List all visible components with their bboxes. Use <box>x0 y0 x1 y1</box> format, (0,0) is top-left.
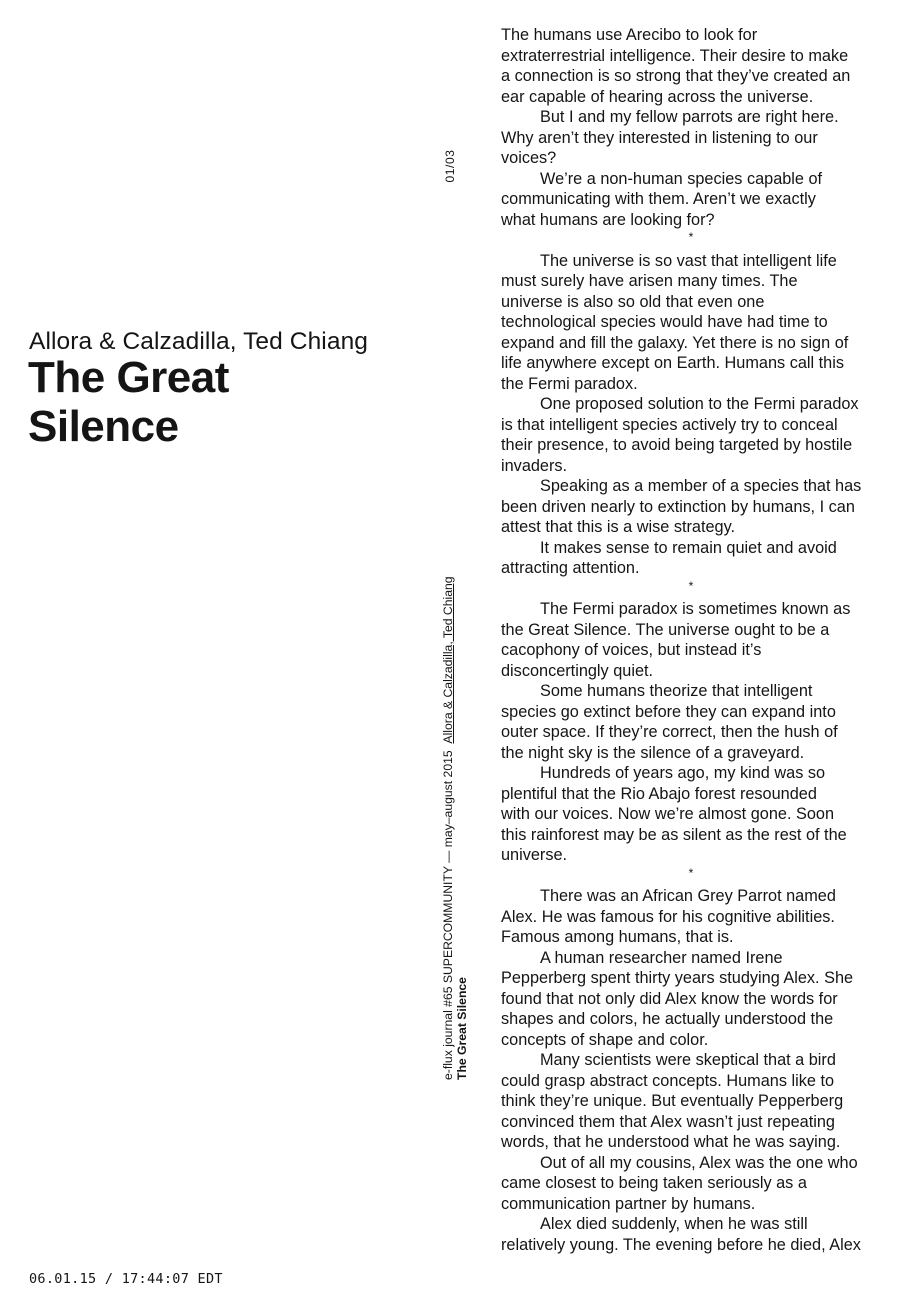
body-line: this rainforest may be as silent as the rest of the <box>501 825 847 844</box>
body-line: found that not only did Alex know the words for <box>501 989 838 1008</box>
body-paragraph <box>501 538 889 579</box>
body-line: Out of all my cousins, Alex was the one who <box>540 1153 858 1172</box>
article-title <box>28 353 229 451</box>
body-line: their presence, to avoid being targeted by hostile <box>501 436 853 454</box>
body-line: voices? <box>501 149 557 167</box>
body-paragraph <box>501 1214 889 1255</box>
body-line: Why aren’t they interested in listening to our <box>501 128 818 147</box>
body-line: expand and fill the galaxy. Yet there is no sign of <box>501 333 849 352</box>
body-line: One proposed solution to the Fermi paradox <box>540 395 859 413</box>
body-line: a connection is so strong that they’ve created an <box>501 67 851 85</box>
body-paragraph <box>501 169 889 231</box>
body-line: Hundreds of years ago, my kind was so <box>540 764 826 782</box>
body-line: concepts of shape and color. <box>501 1030 709 1049</box>
body-paragraph <box>501 1050 889 1153</box>
body-line: technological species would have had time to <box>501 313 828 331</box>
journal-issue: e-flux journal #65 SUPERCOMMUNITY — may–august 2015 <box>441 750 455 1080</box>
body-line: outer space. If they’re correct, then the hush of <box>501 723 838 741</box>
body-line: could grasp abstract concepts. Humans like to <box>501 1071 835 1090</box>
body-line: Speaking as a member of a species that has <box>540 477 862 495</box>
body-line: But I and my fellow parrots are right here. <box>540 108 839 126</box>
body-line: the Fermi paradox. <box>501 374 638 393</box>
body-line: It makes sense to remain quiet and avoid <box>540 538 837 557</box>
body-line: Pepperberg spent thirty years studying Alex. She <box>501 969 854 987</box>
body-line: There was an African Grey Parrot named <box>540 887 836 905</box>
article-title-line: Silence <box>28 402 179 451</box>
body-line: Alex. He was famous for his cognitive abilities. <box>501 907 835 926</box>
body-line: attest that this is a wise strategy. <box>501 518 736 536</box>
body-paragraph <box>501 948 889 1051</box>
article-title-line: The Great <box>28 353 229 402</box>
body-line: life anywhere except on Earth. Humans call this <box>501 354 844 372</box>
author-name: Allora & Calzadilla, Ted Chiang <box>29 328 369 355</box>
body-line: Alex died suddenly, when he was still <box>540 1215 808 1233</box>
body-paragraph <box>501 107 889 169</box>
body-line: universe. <box>501 846 568 864</box>
body-line: The universe is so vast that intelligent life <box>540 251 837 270</box>
body-line: communication partner by humans. <box>501 1194 756 1213</box>
body-paragraph <box>501 763 889 866</box>
body-line: words, that he understood what he was saying. <box>501 1133 841 1151</box>
body-line: is that intelligent species actively try to conceal <box>501 415 838 434</box>
body-line: attracting attention. <box>501 559 640 577</box>
running-header-line-1 <box>441 510 455 1080</box>
body-paragraph <box>501 599 889 681</box>
body-paragraph <box>501 886 889 948</box>
timestamp: 06.01.15 / 17:44:07 EDT <box>29 1271 223 1287</box>
body-paragraph <box>501 476 889 538</box>
body-line: convinced them that Alex wasn’t just repeating <box>501 1112 835 1131</box>
body-line: think they’re unique. But eventually Pepperberg <box>501 1092 844 1110</box>
body-line: cacophony of voices, but instead it’s <box>501 641 762 659</box>
running-header-authors: Allora & Calzadilla, Ted Chiang <box>441 576 455 744</box>
body-line: the night sky is the silence of a graveyard. <box>501 743 805 762</box>
body-line: disconcertingly quiet. <box>501 661 654 680</box>
body-line: ear capable of hearing across the universe. <box>501 87 814 106</box>
body-line: Some humans theorize that intelligent <box>540 682 813 700</box>
body-line: what humans are looking for? <box>501 210 715 229</box>
body-line: extraterrestrial intelligence. Their desire to make <box>501 46 849 65</box>
running-header <box>440 510 470 1080</box>
body-line: The humans use Arecibo to look for <box>501 26 758 44</box>
page-number <box>444 148 456 184</box>
body-paragraph <box>501 394 889 476</box>
body-paragraph <box>501 681 889 763</box>
body-paragraph <box>501 251 889 395</box>
body-line: shapes and colors, he actually understood the <box>501 1010 834 1028</box>
section-separator: * <box>688 578 694 593</box>
body-line: must surely have arisen many times. The <box>501 272 798 290</box>
body-line: The Fermi paradox is sometimes known as <box>540 600 851 618</box>
body-line: communicating with them. Aren’t we exactly <box>501 190 816 208</box>
body-line: A human researcher named Irene <box>540 948 783 967</box>
page-number-text: 01/03 <box>443 149 457 183</box>
body-line: relatively young. The evening before he died, Alex <box>501 1235 861 1254</box>
article-body <box>501 25 889 1255</box>
body-paragraph <box>501 25 889 107</box>
body-paragraph <box>501 1153 889 1215</box>
body-line: plentiful that the Rio Abajo forest resounded <box>501 784 817 803</box>
body-line: universe is also so old that even one <box>501 292 765 311</box>
section-separator: * <box>688 230 694 244</box>
body-line: We’re a non-human species capable of <box>540 169 823 188</box>
body-line: came closest to being taken seriously as a <box>501 1174 807 1192</box>
body-line: the Great Silence. The universe ought to be a <box>501 620 830 639</box>
body-line: Many scientists were skeptical that a bird <box>540 1051 836 1069</box>
body-line: invaders. <box>501 456 568 475</box>
section-separator: * <box>688 865 694 880</box>
body-line: species go extinct before they can expand into <box>501 702 836 721</box>
body-line: been driven nearly to extinction by humans, I can <box>501 497 855 516</box>
running-header-title: The Great Silence <box>455 977 469 1080</box>
body-line: with our voices. Now we’re almost gone. Soon <box>501 805 835 823</box>
body-line: Famous among humans, that is. <box>501 928 734 946</box>
